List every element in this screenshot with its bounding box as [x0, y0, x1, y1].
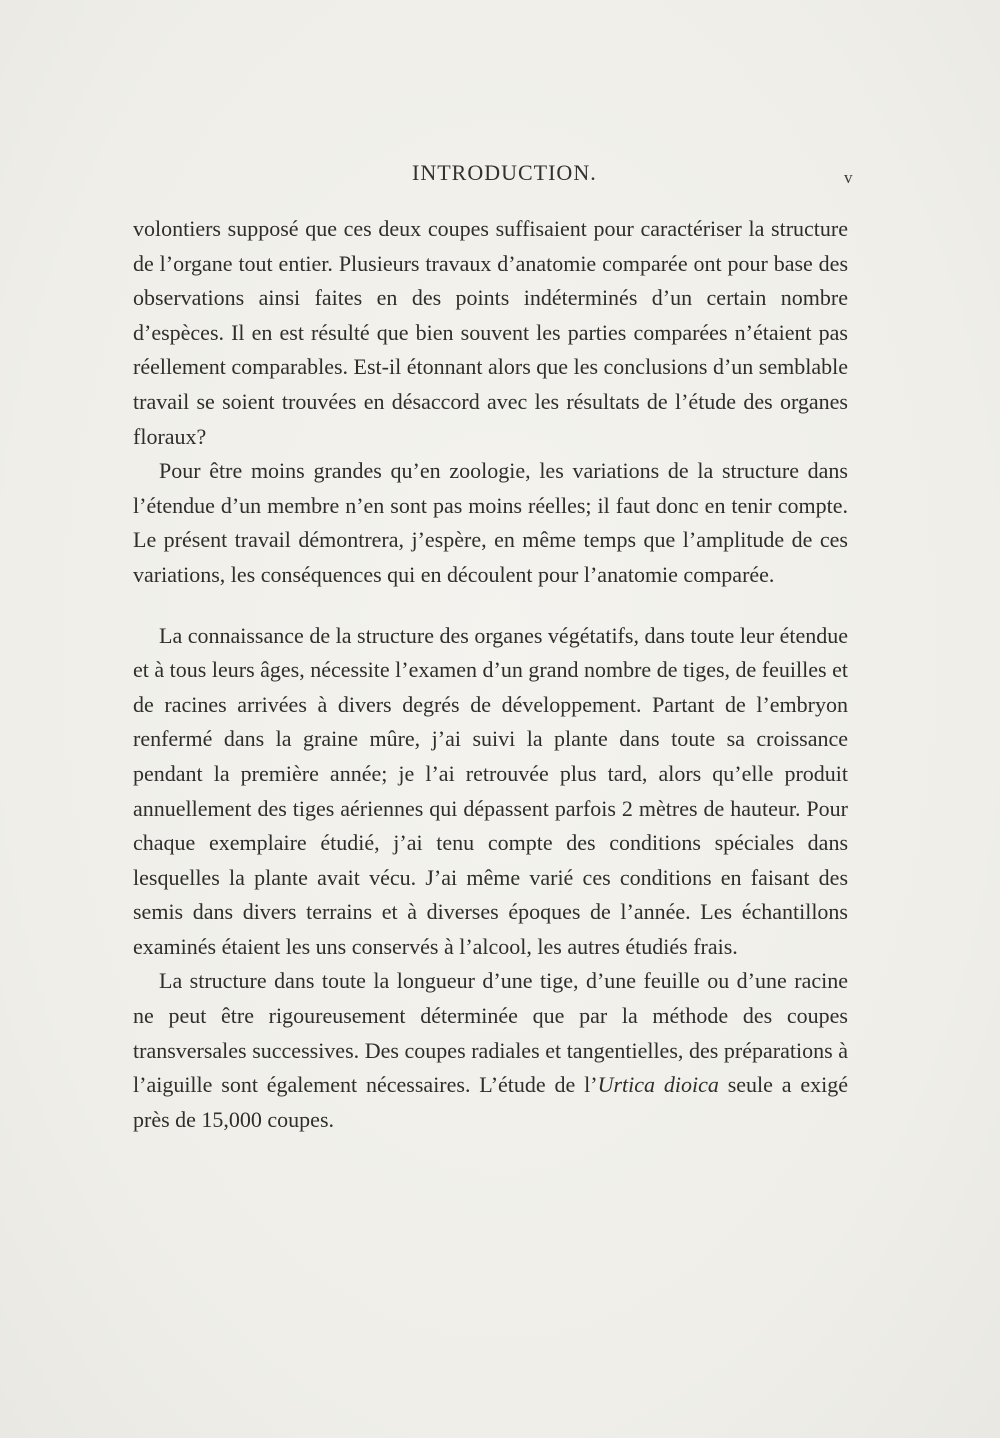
body-text: [133, 212, 848, 1137]
running-head: [0, 160, 1000, 190]
paragraph-variations: Pour être moins grandes qu’en zoologie, les variations de la structure dans l’étendue d’un membre n’en sont pas moins réelles; il faut donc en tenir compte. Le présent travail démontrera, j’espère, en même temps que l’amplitude de ces variations, les conséquences qui en découlent pour l’anatomie comparée.: [133, 458, 848, 587]
page-number: v: [844, 168, 853, 187]
paragraph-method-text-before: La structure dans toute la longueur d’une tige, d’une feuille ou d’une racine ne peut être rigoureusement déterminée que par la méthode des coupes transversales successives. Des coupes radiales et tangentielles, des préparations à l’aiguille sont également nécessaires. L’étude de l’: [133, 968, 848, 1098]
paragraph-vegetative-organs: La connaissance de la structure des organes végétatifs, dans toute leur étendue et à tous leurs âges, nécessite l’examen d’un grand nombre de tiges, de feuilles et de racines arrivées à divers degrés de développement. Partant de l’embryon renfermé dans la graine mûre, j’ai suivi la plante dans toute sa croissance pendant la première année; je l’ai retrouvée plus tard, alors qu’elle produit annuellement des tiges aériennes qui dépassent parfois 2 mètres de hauteur. Pour chaque exemplaire étudié, j’ai tenu compte des conditions spéciales dans lesquelles la plante avait vécu. J’ai même varié ces conditions en faisant des semis dans divers terrains et à diverses époques de l’année. Les échantillons examinés étaient les uns conservés à l’alcool, les autres étudiés frais.: [133, 622, 848, 959]
running-title: INTRODUCTION.: [412, 160, 597, 185]
paragraph-method: [133, 964, 848, 1137]
species-name: Urtica dioica: [597, 1072, 719, 1098]
paragraph-continuation: volontiers supposé que ces deux coupes suffisaient pour caractériser la structure de l’organe tout entier. Plusieurs travaux d’anatomie comparée ont pour base des observations ainsi faites en des points indéterminés d’un certain nombre d’espèces. Il en est résulté que bien souvent les parties comparées n’étaient pas réellement comparables. Est-il étonnant alors que les conclusions d’un semblable travail se soient trouvées en désaccord avec les résultats de l’étude des organes floraux?: [133, 216, 848, 449]
paragraph-method-text-after: seule a exigé près de 15,000 coupes.: [133, 1072, 848, 1132]
